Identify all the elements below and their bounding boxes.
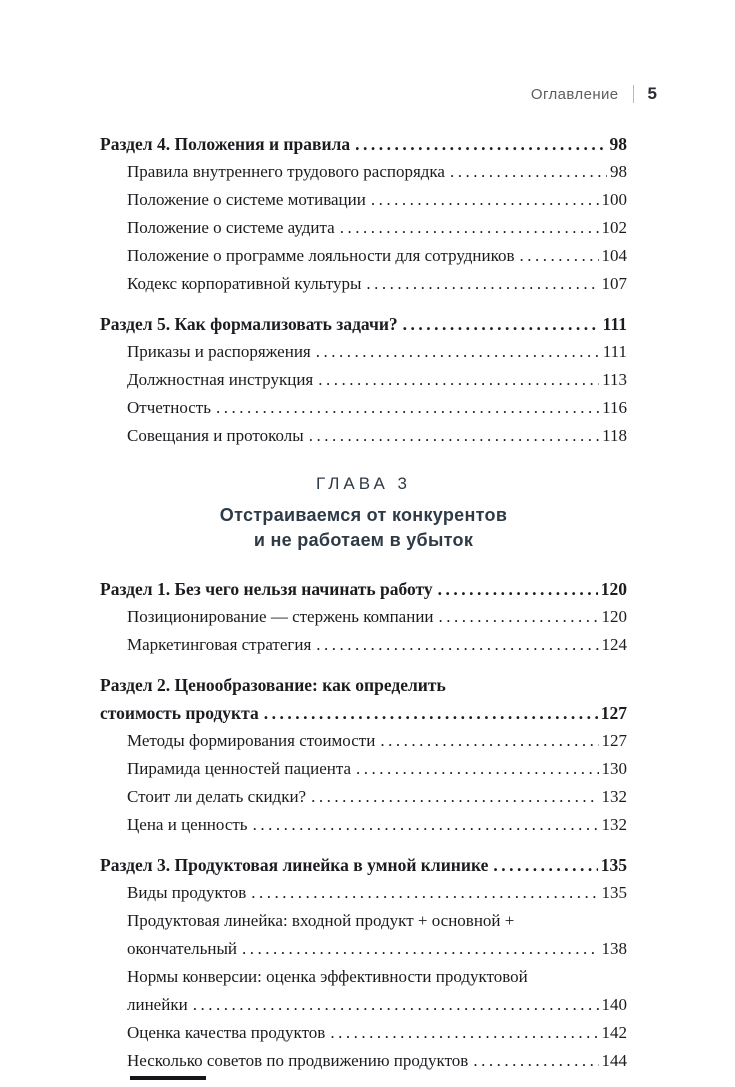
toc-item-entry xyxy=(100,1019,627,1047)
toc-entry-line xyxy=(127,422,627,450)
running-head xyxy=(531,84,657,104)
toc-item-entry xyxy=(100,394,627,422)
dotted-leader xyxy=(193,991,599,1019)
toc-entry-title: Методы формирования стоимости xyxy=(127,731,376,750)
toc-page-number: 104 xyxy=(601,246,627,265)
toc-item-entry xyxy=(100,727,627,755)
toc-entry-title: Позиционирование — стержень компании xyxy=(127,607,434,626)
toc-section-entry xyxy=(100,671,627,727)
toc-entry-line xyxy=(127,394,627,422)
toc-page-number: 124 xyxy=(601,635,627,654)
running-head-title: Оглавление xyxy=(530,85,619,103)
toc-page-number: 118 xyxy=(602,426,627,445)
toc-entry-line xyxy=(127,991,627,1019)
toc-entry-title: Стоит ли делать скидки? xyxy=(127,787,307,806)
toc-page-number: 140 xyxy=(601,995,627,1014)
dotted-leader xyxy=(450,158,607,186)
dotted-leader xyxy=(316,338,600,366)
toc-entry-title: линейки xyxy=(127,995,188,1014)
toc-entry-title: Положение о системе мотивации xyxy=(127,190,366,209)
dotted-leader xyxy=(438,575,598,603)
toc-section-entry xyxy=(100,310,627,338)
toc-item-entry xyxy=(100,214,627,242)
page-number: 5 xyxy=(647,84,657,103)
toc-page-number: 113 xyxy=(602,370,627,389)
toc-entry-title: окончательный xyxy=(127,939,237,958)
dotted-leader xyxy=(330,1019,598,1047)
toc-page-number: 142 xyxy=(601,1023,627,1042)
toc-item-entry xyxy=(100,186,627,214)
toc-entry-title: Должностная инструкция xyxy=(127,370,314,389)
toc-entry-title: Приказы и распоряжения xyxy=(127,342,311,361)
toc-page-number: 98 xyxy=(609,134,627,154)
toc-page-number: 100 xyxy=(601,190,627,209)
toc-entry-title: Совещания и протоколы xyxy=(127,426,304,445)
toc-item-entry xyxy=(100,1047,627,1075)
toc-entry-line xyxy=(127,338,627,366)
dotted-leader xyxy=(356,755,598,783)
toc-entry-title: стоимость продукта xyxy=(100,703,259,723)
toc-block xyxy=(100,310,627,450)
dotted-leader xyxy=(380,727,598,755)
dotted-leader xyxy=(473,1047,598,1075)
dotted-leader xyxy=(340,214,599,242)
toc-block xyxy=(100,851,627,1075)
toc-entry-line: Нормы конверсии: оценка эффективности продуктовой xyxy=(127,967,528,986)
toc-page-number: 127 xyxy=(601,731,627,750)
toc-page-number: 127 xyxy=(600,703,627,723)
toc-page-number: 98 xyxy=(610,162,627,181)
toc-page-number: 120 xyxy=(600,579,627,599)
toc-entry-title: Положение о программе лояльности для сотрудников xyxy=(127,246,515,265)
toc-page-number: 116 xyxy=(602,398,627,417)
toc-entry-line xyxy=(127,270,627,298)
toc-entry-line xyxy=(127,158,627,186)
dotted-leader xyxy=(493,851,597,879)
dotted-leader xyxy=(253,811,599,839)
toc-entry-line xyxy=(127,727,627,755)
toc-page-number: 102 xyxy=(601,218,627,237)
toc-entry-line xyxy=(127,783,627,811)
toc-entry-title: Пирамида ценностей пациента xyxy=(127,759,352,778)
dotted-leader xyxy=(242,935,599,963)
chapter-title-line: Отстраиваемся от конкурентов xyxy=(219,505,508,525)
toc-entry-line xyxy=(100,699,627,727)
toc-entry-line xyxy=(127,935,627,963)
toc-page-number: 111 xyxy=(602,314,627,334)
toc-section-entry xyxy=(100,130,627,158)
toc-item-entry xyxy=(100,270,627,298)
toc-entry-title: Раздел 4. Положения и правила xyxy=(100,134,351,154)
chapter-title-line: и не работаем в убыток xyxy=(253,530,474,550)
toc-item-entry xyxy=(100,338,627,366)
dotted-leader xyxy=(403,310,600,338)
toc-item-entry xyxy=(100,755,627,783)
toc-section-entry xyxy=(100,575,627,603)
toc-entry-title: Цена и ценность xyxy=(127,815,248,834)
toc-entry-line xyxy=(127,603,627,631)
toc-page-number: 138 xyxy=(601,939,627,958)
toc-page-number: 132 xyxy=(601,815,627,834)
toc-entry-line xyxy=(127,242,627,270)
toc-entry-line: Продуктовая линейка: входной продукт + основной + xyxy=(127,911,515,930)
toc-entry-title: Раздел 1. Без чего нельзя начинать работу xyxy=(100,579,433,599)
dotted-leader xyxy=(251,879,598,907)
toc-entry-line xyxy=(100,130,627,158)
toc-entry-title: Кодекс корпоративной культуры xyxy=(127,274,362,293)
toc-entry-title: Несколько советов по продвижению продуктов xyxy=(127,1051,469,1070)
toc-item-entry xyxy=(100,158,627,186)
toc-page-number: 130 xyxy=(601,759,627,778)
toc-page-number: 135 xyxy=(600,855,627,875)
toc-item-entry xyxy=(100,242,627,270)
toc-entry-title: Раздел 3. Продуктовая линейка в умной клинике xyxy=(100,855,489,875)
toc-entry-line xyxy=(127,879,627,907)
toc-block xyxy=(100,671,627,839)
toc-entry-title: Виды продуктов xyxy=(127,883,247,902)
toc-entry-line: Раздел 2. Ценообразование: как определить xyxy=(100,675,446,695)
scan-edge-artifact xyxy=(130,1076,206,1080)
dotted-leader xyxy=(318,366,599,394)
toc-item-entry xyxy=(100,631,627,659)
toc-block xyxy=(100,575,627,659)
toc-item-entry xyxy=(100,603,627,631)
toc-page-number: 111 xyxy=(602,342,627,361)
toc-page-number: 144 xyxy=(601,1051,627,1070)
toc-page-number: 132 xyxy=(601,787,627,806)
toc-item-entry xyxy=(100,811,627,839)
toc-item-entry xyxy=(100,907,627,963)
toc-entry-title: Отчетность xyxy=(127,398,211,417)
toc-item-entry xyxy=(100,422,627,450)
toc-entry-line xyxy=(127,631,627,659)
chapter-heading xyxy=(100,474,627,553)
dotted-leader xyxy=(309,422,599,450)
toc-entry-line xyxy=(127,186,627,214)
toc-item-entry xyxy=(100,963,627,1019)
dotted-leader xyxy=(216,394,599,422)
toc-block xyxy=(100,130,627,298)
toc-entry-line xyxy=(127,1019,627,1047)
toc-item-entry xyxy=(100,783,627,811)
dotted-leader xyxy=(264,699,598,727)
dotted-leader xyxy=(520,242,599,270)
toc-entry-title: Маркетинговая стратегия xyxy=(127,635,312,654)
dotted-leader xyxy=(355,130,606,158)
toc-item-entry xyxy=(100,366,627,394)
dotted-leader xyxy=(366,270,598,298)
chapter-kicker: ГЛАВА 3 xyxy=(315,474,412,493)
dotted-leader xyxy=(371,186,599,214)
toc-entry-line xyxy=(127,755,627,783)
running-head-divider xyxy=(633,85,634,103)
toc-entry-line xyxy=(127,214,627,242)
toc-page-number: 120 xyxy=(601,607,627,626)
toc-section-entry xyxy=(100,851,627,879)
toc-page-number: 135 xyxy=(601,883,627,902)
toc-item-entry xyxy=(100,879,627,907)
toc-entry-line xyxy=(127,811,627,839)
table-of-contents xyxy=(100,130,627,1087)
toc-entry-title: Положение о системе аудита xyxy=(127,218,335,237)
toc-entry-line xyxy=(127,366,627,394)
dotted-leader xyxy=(439,603,599,631)
toc-entry-title: Раздел 5. Как формализовать задачи? xyxy=(100,314,398,334)
toc-entry-title: Оценка качества продуктов xyxy=(127,1023,326,1042)
toc-entry-line xyxy=(100,575,627,603)
toc-entry-title: Правила внутреннего трудового распорядка xyxy=(127,162,445,181)
dotted-leader xyxy=(316,631,598,659)
toc-entry-line xyxy=(127,1047,627,1075)
toc-entry-line xyxy=(100,310,627,338)
toc-page-number: 107 xyxy=(601,274,627,293)
dotted-leader xyxy=(311,783,598,811)
toc-entry-line xyxy=(100,851,627,879)
